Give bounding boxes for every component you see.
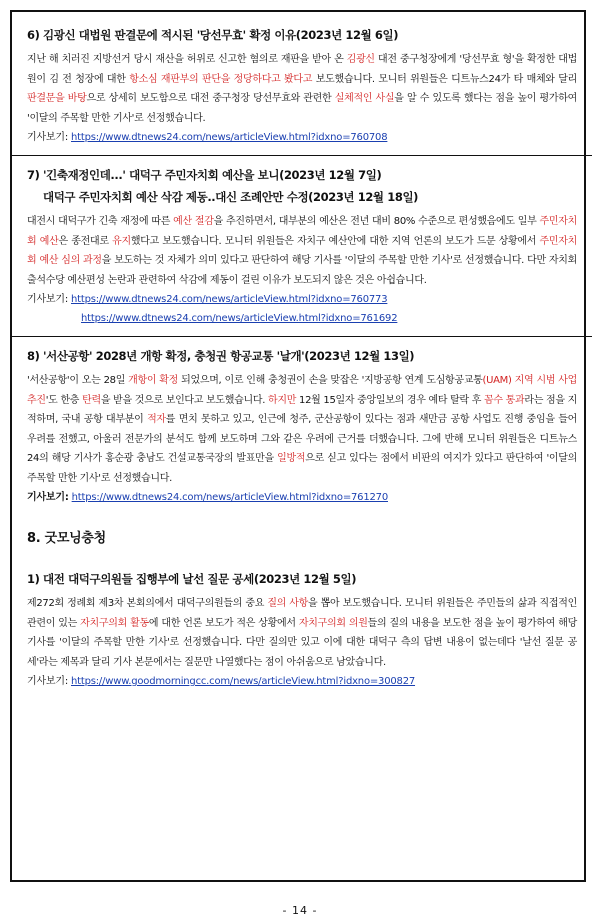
article-link[interactable]: https://www.dtnews24.com/news/articleView.html?idxno=761270: [71, 492, 388, 503]
article-section-8: [27, 347, 577, 507]
body-text: 했다고 보도했습니다. 모니터 위원들은 자치구 예산안에 대한 지역 언론의 보도가 드문 상황에서: [130, 235, 540, 247]
highlighted-text: 자치구의회 활동: [80, 617, 149, 629]
article-link[interactable]: https://www.dtnews24.com/news/articleView.html?idxno=760773: [71, 294, 388, 305]
article-title: 8) '서산공항' 2028년 개항 확정, 충청권 항공교통 '날개'(2023년 12월 13일): [27, 349, 415, 363]
highlighted-text: 적자: [147, 414, 166, 425]
body-text: 12월 15일자 중앙일보의 경우 예타 탈락 후: [296, 394, 485, 406]
article-subtitle: 대덕구 주민자치회 예산 삭감 제동..대신 조례안만 수정(2023년 12월 18일): [43, 190, 419, 204]
link-label: 기사보기:: [27, 676, 69, 687]
article-body: [27, 212, 577, 290]
highlighted-text: 자치구의회 의원: [298, 617, 368, 629]
article-section-7: [27, 166, 577, 328]
article-section-goodmorning-1: [27, 570, 577, 691]
article-body: [27, 50, 577, 128]
page-number: - 14 -: [282, 904, 318, 917]
highlighted-text: 항소심 재판부의 판단을 정당하다고 봤다고: [129, 73, 313, 85]
article-link-row: [27, 672, 577, 691]
highlighted-text: 주민자치회 예산 심의 과정: [27, 235, 577, 266]
highlighted-text: 탄력: [82, 394, 101, 406]
body-text: 지난 해 치러진 지방선거 당시 재산을 허위로 신고한 혐의로 재판을 받아 온: [27, 54, 347, 65]
body-text: 들의 질의 내용을 보도한 점을 높이 평가하여 해당 기사를 '이달의 주목할 만한 기사'로 선정했습니다. 다만 질의만 있고 이에 대한 대덕구 측의 답변 내용이 없는데다 '날선 질문 공세'라는 제목과 달리 기사 본문에서는 질문만 나열했다는 점이 아쉬움으로 남았습니다.: [27, 617, 578, 668]
body-text: 제272회 정례회 제3차 본회의에서 대덕구의원들의 중요: [27, 598, 268, 609]
highlighted-text: 질의 사항: [267, 598, 309, 609]
body-text: 을 알 수 있도록 했다는 점을 높이 평가하여 '이달의 주목할 만한 기사'로 선정했습니다.: [27, 93, 577, 124]
link-label: 기사보기:: [27, 132, 69, 143]
body-text: 되었으며, 이로 인해 충청권이 손을 맞잡은 '지방공항 연계 도심항공교통: [178, 375, 483, 386]
article-section-6: [27, 26, 577, 147]
body-text: '서산공항'이 오는 28일: [27, 375, 129, 386]
highlighted-text: 판결문을 바탕: [27, 93, 87, 104]
highlighted-text: 하지만: [268, 394, 297, 406]
outlet-heading: 8. 굿모닝충청: [27, 531, 106, 546]
article-title: 1) 대전 대덕구의원들 집행부에 날선 질문 공세(2023년 12월 5일): [27, 572, 357, 586]
highlighted-text: 예산 절감: [173, 216, 214, 227]
body-text: 을 보도하는 것 자체가 의미 있다고 판단하여 해당 기사를 '이달의 주목할 만한 기사'로 선정했습니다. 다만 자치회 출석수당 예산편성 논란과 관련하여 삭감에 제동이 걸린 이유가 보도되지 않은 것은 아쉽습니다.: [27, 255, 577, 286]
article-body: [27, 594, 577, 672]
body-text: 을 뽑아 보도했습니다. 모니터 위원들은 주민들의 삶과 직접적인 관련이 있는: [27, 598, 577, 629]
article-title: 6) 김광신 대법원 판결문에 적시된 '당선무효' 확정 이유(2023년 12월 6일): [27, 28, 399, 42]
highlighted-text: (UAM) 지역 시범 사업 추진: [27, 375, 578, 406]
article-title: 7) '긴축재정인데...' 대덕구 주민자치회 예산을 보니(2023년 12월 7일): [27, 168, 382, 182]
article-link-row: [27, 128, 577, 147]
article-body: [27, 371, 577, 488]
highlighted-text: 개항이 확정: [128, 375, 179, 386]
content: [27, 26, 577, 691]
article-link-row: [27, 488, 577, 507]
highlighted-text: 주민자치회 예산: [27, 216, 577, 247]
body-text: 를 면치 못하고 있고, 인근에 청주, 군산공항이 있다는 점과 새만금 공항 사업도 진행 중임을 들어 우려를 전했고, 아울러 전문가의 분석도 함께 보도하며 그와 같은 우려에 근거를 더했습니다. 그에 반해 모니터 위원들은 디트뉴스24의 해당 기사가 홍순광 충남도 건설교통국장의 발표만을: [27, 414, 577, 464]
body-text: 대전시 대덕구가 긴축 재정에 따른: [27, 216, 174, 227]
body-text: 은 종전대로: [58, 235, 113, 247]
highlighted-text: 꼼수 통과: [484, 394, 525, 406]
link-label: 기사보기:: [27, 492, 69, 503]
page-frame: [10, 10, 586, 882]
body-text: 보도했습니다. 모니터 위원들은 디트뉴스24가 타 매체와 달리: [312, 73, 577, 85]
highlighted-text: 실체적인 사실: [334, 93, 395, 104]
article-link-row: [27, 290, 577, 309]
highlighted-text: 일방적: [277, 453, 306, 464]
body-text: 을 추진하면서, 대부분의 예산은 전년 대비 80% 수준으로 편성했음에도 일부: [213, 216, 540, 227]
body-text: 으로 상세히 보도함으로 대전 중구청장 당선무효와 관련한: [86, 93, 335, 104]
highlighted-text: 유지: [112, 235, 131, 247]
body-text: 대전 중구청장에게 '당선무효 형'을 확정한 대법원이 김 전 청장에 대한: [27, 54, 577, 85]
section-divider: [12, 155, 592, 156]
highlighted-text: 김광신: [346, 54, 375, 65]
body-text: '도 한층: [45, 394, 83, 406]
body-text: 에 대한 언론 보도가 적은 상황에서: [148, 617, 299, 629]
article-link-row: [27, 309, 577, 328]
article-link[interactable]: https://www.dtnews24.com/news/articleView.html?idxno=761692: [81, 313, 398, 324]
section-divider: [12, 336, 592, 337]
body-text: 라는 점을 지적하며, 국내 공항 대부분이: [27, 394, 578, 425]
body-text: 으로 싣고 있다는 점에서 비판의 여지가 있다고 판단하여 '이달의 주목할 만한 기사'로 선정했습니다.: [27, 453, 577, 484]
article-link[interactable]: https://www.dtnews24.com/news/articleView.html?idxno=760708: [71, 132, 388, 143]
article-link[interactable]: https://www.goodmorningcc.com/news/articleView.html?idxno=300827: [71, 676, 416, 687]
body-text: 을 받을 것으로 보인다고 보도했습니다.: [100, 394, 269, 406]
link-label: 기사보기:: [27, 294, 69, 305]
